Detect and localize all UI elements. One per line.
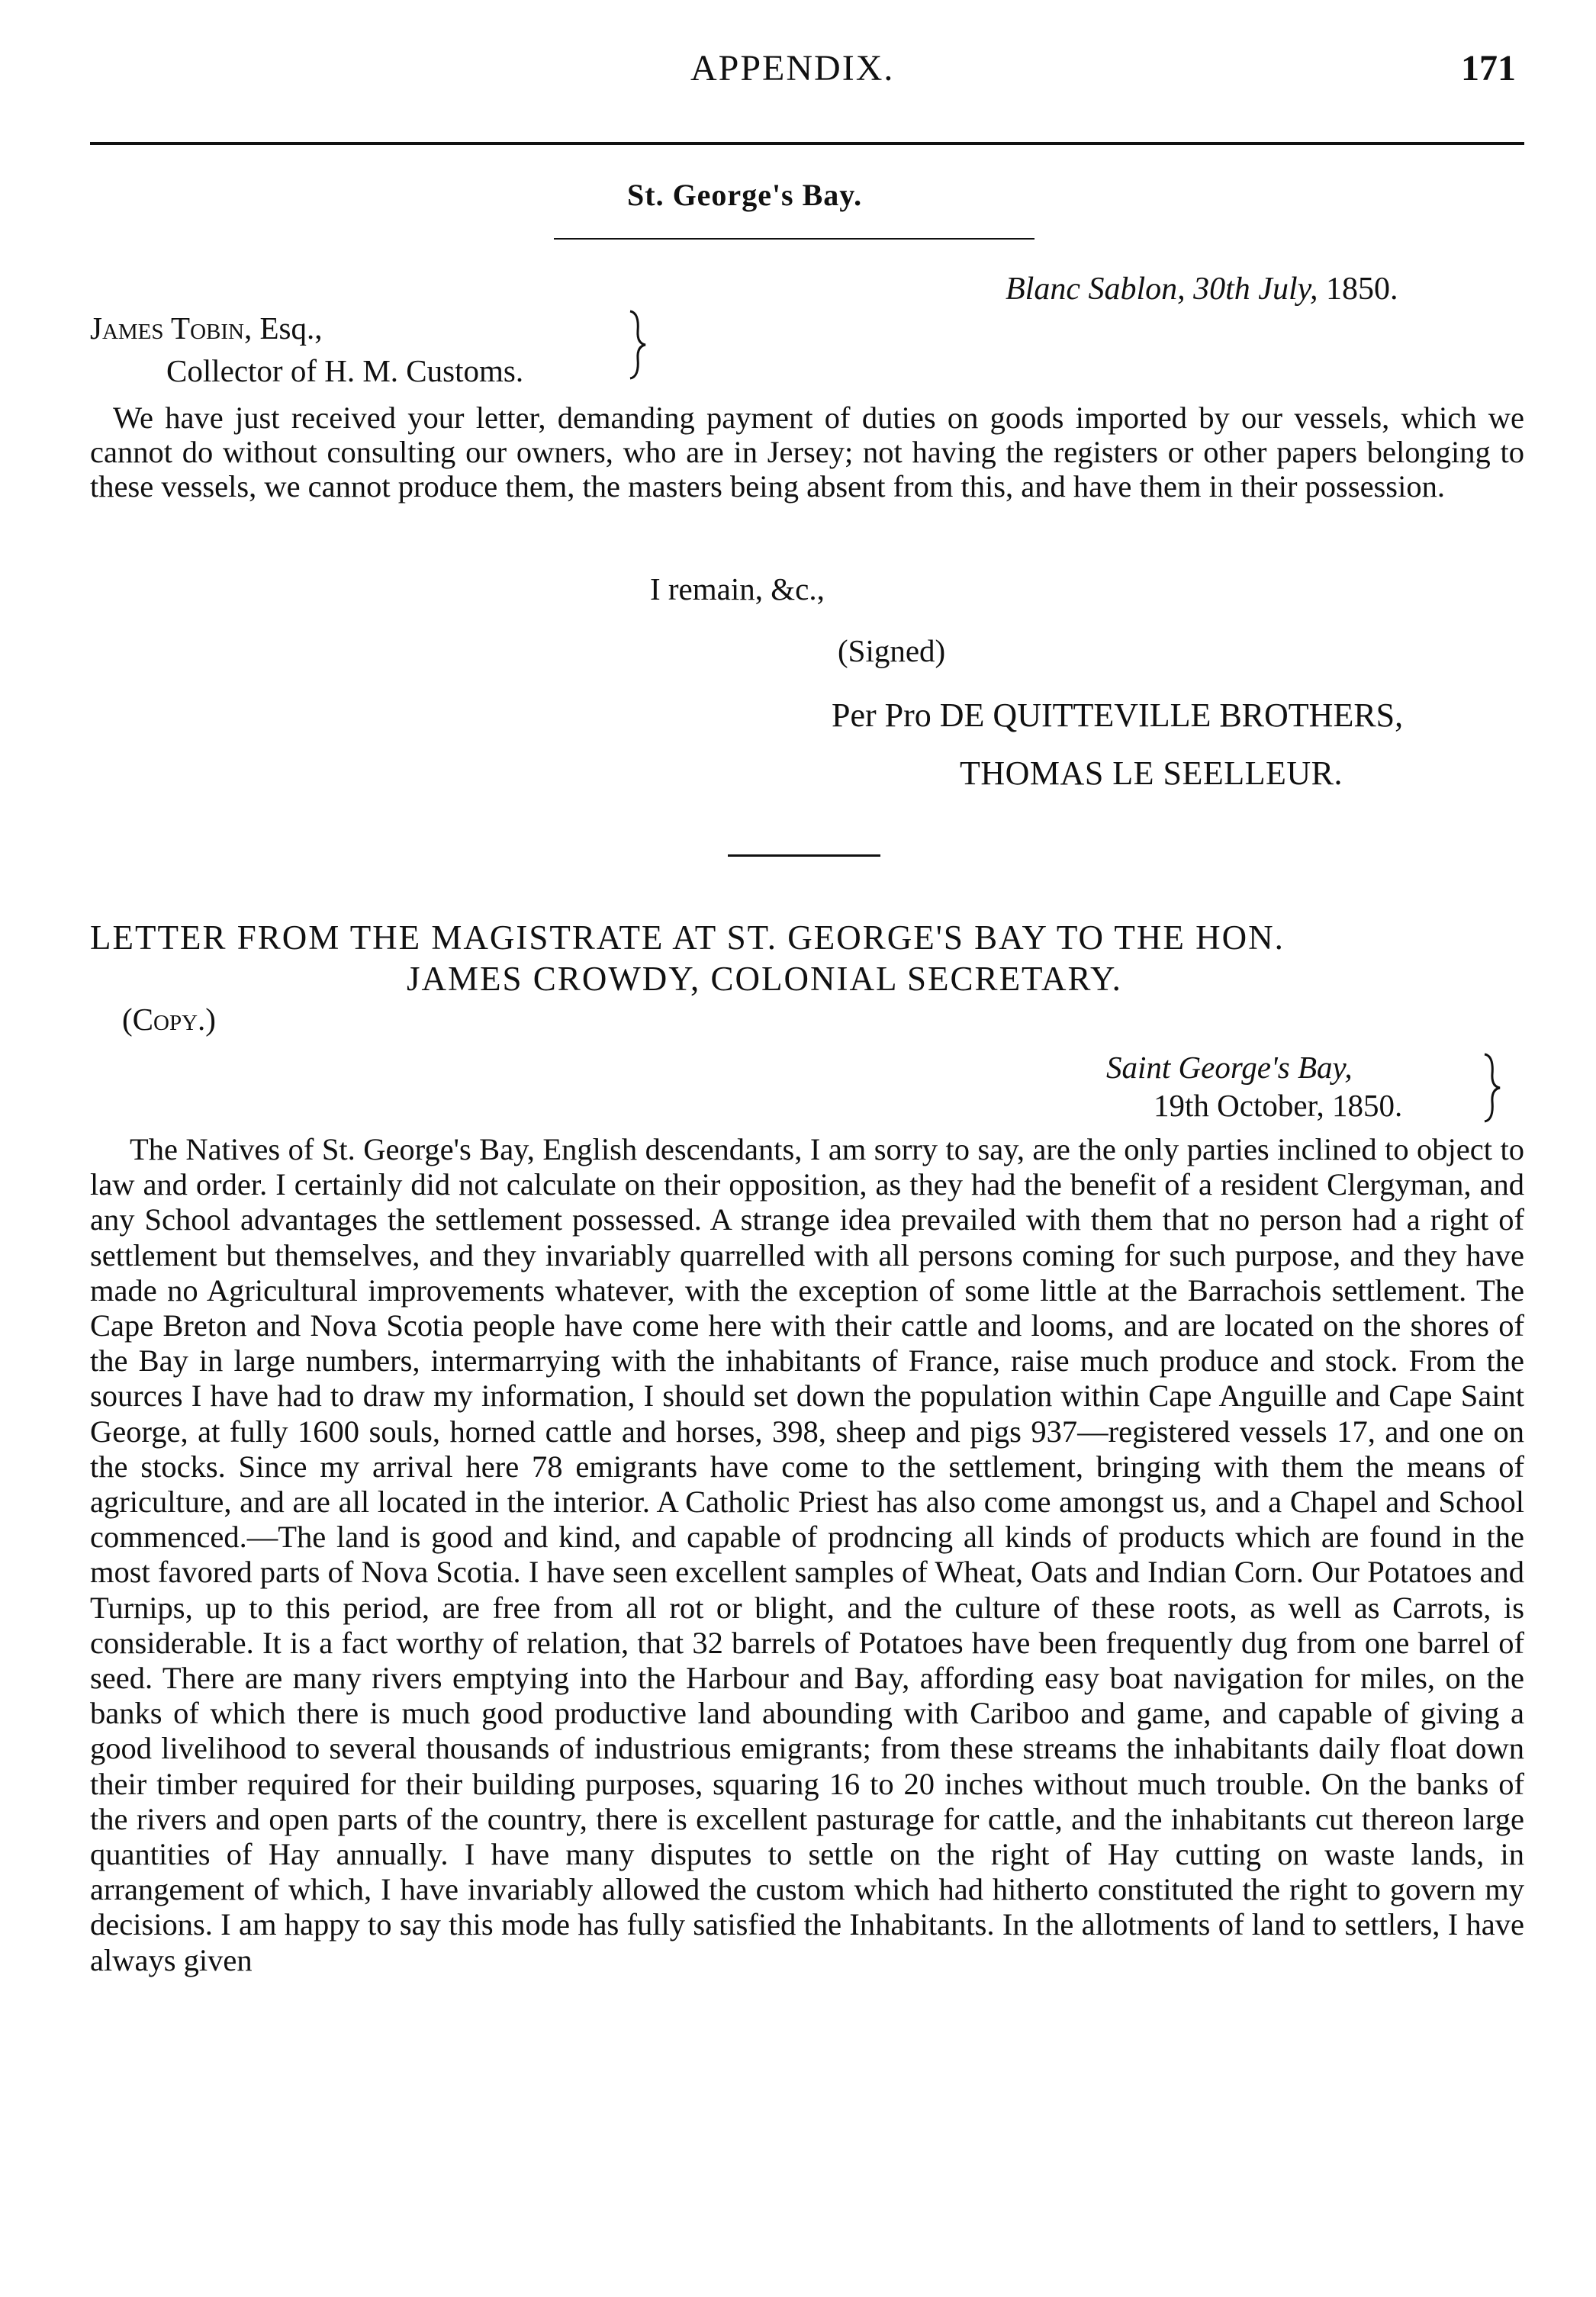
letter-two-body: The Natives of St. George's Bay, English descendants, I am sorry to say, are the only parties inclined to object to law and order. I certainly did not calculate on their opposition, as they had the benefit of a resident Clergyman, and any School advantages the settlement possessed. A strange idea prevailed with them that no person had a right of settlement but themselves, and they invariably quarrelled with all persons coming for such purpose, and they have made no Agricultural improvements whatever, with the exception of some little at the Barrachois settlement. The Cape Breton and Nova Scotia people have come here with their cattle and looms, and are located on the shores of the Bay in large numbers, intermarrying with the inhabitants of France, raise much produce and stock. From the sources I have had to draw my information, I should set down the population within Cape Anguille and Cape Saint George, at fully 1600 souls, horned cattle and horses, 398, sheep and pigs 937—registered vessels 17, and one on the stocks. Since my arrival here 78 emigrants have come to the settlement, bringing with them the means of agriculture, and are all located in the interior. A Catholic Priest has also come amongst us, and a Chapel and School commenced.—The land is good and kind, and capable of prodncing all kinds of products which are found in the most favored parts of Nova Scotia. I have seen excellent samples of Wheat, Oats and Indian Corn. Our Potatoes and Turnips, up to this period, are free from all rot or blight, and the culture of these roots, as well as Carrots, is considerable. It is a fact worthy of relation, that 32 barrels of Potatoes have been frequently dug from one barrel of seed. There are many rivers emptying into the Harbour and Bay, affording easy boat navigation for miles, on the banks of which there is much good productive land abounding with Cariboo and game, and capable of giving a good livelihood to several thousands of industrious emigrants; from these streams the inhabitants daily float down their timber required for their building purposes, squaring 16 to 20 inches without much trouble. On the banks of the rivers and open parts of the country, there is excellent pasturage for cattle, and the inhabitants cut thereon large quantities of Hay annually. I have many disputes to settle on the right of Hay cutting on waste lands, in arrangement of which, I have invariably allowed the custom which had hitherto constituted the right to govern my decisions. I am happy to say this mode has fully satisfied the Inhabitants. In the allotments of land to settlers, I have always given bbox=[90, 1132, 1524, 1977]
signature-line-2: THOMAS LE SEELLEUR. bbox=[960, 754, 1343, 792]
letter-two-place: Saint George's Bay, bbox=[1106, 1050, 1353, 1085]
letter-one-closing: I remain, &c., bbox=[650, 571, 825, 606]
letter-one-signed: (Signed) bbox=[838, 633, 946, 668]
page-number: 171 bbox=[1461, 48, 1516, 88]
letter-two-heading-line-1: LETTER FROM THE MAGISTRATE AT ST. GEORGE'S BAY TO THE HON. bbox=[90, 918, 1285, 957]
copy-close-paren: .) bbox=[198, 1002, 216, 1037]
copy-label-text: Copy bbox=[132, 1002, 198, 1037]
addressee-suffix: , Esq., bbox=[243, 310, 323, 346]
addressee-name-line bbox=[90, 307, 523, 349]
letter-two-date: 19th October, 1850. bbox=[1154, 1088, 1403, 1123]
letter-one-body: We have just received your letter, demanding payment of duties on goods imported by our vessels, which we cannot do without consulting our owners, who are in Jersey; not having the registers or other papers belonging to these vessels, we cannot produce them, the masters being absent from this, and have them in their possession. bbox=[90, 401, 1524, 503]
addressee-name: James Tobin bbox=[90, 310, 244, 346]
header-rule bbox=[90, 142, 1524, 145]
copy-open-paren: ( bbox=[122, 1002, 133, 1037]
copy-label bbox=[122, 1001, 216, 1038]
divider-rule bbox=[728, 854, 880, 857]
letter-one-dateline bbox=[1006, 271, 1398, 307]
addressee-brace-icon bbox=[626, 308, 648, 381]
letter-one-date: 30th July, bbox=[1193, 272, 1318, 307]
section-heading: St. George's Bay. bbox=[627, 178, 863, 212]
letter-one-place: Blanc Sablon, bbox=[1006, 272, 1186, 307]
letter-two-heading-line-2: JAMES CROWDY, COLONIAL SECRETARY. bbox=[407, 960, 1122, 998]
dateline-brace-icon bbox=[1480, 1051, 1503, 1124]
signature-line-1: Per Pro DE QUITTEVILLE BROTHERS, bbox=[832, 696, 1404, 734]
addressee-title: Collector of H. M. Customs. bbox=[166, 353, 524, 388]
letter-one-year: 1850. bbox=[1325, 272, 1398, 307]
letter-one-addressee bbox=[90, 307, 523, 392]
running-header: APPENDIX. bbox=[690, 48, 895, 88]
section-rule bbox=[554, 238, 1035, 240]
